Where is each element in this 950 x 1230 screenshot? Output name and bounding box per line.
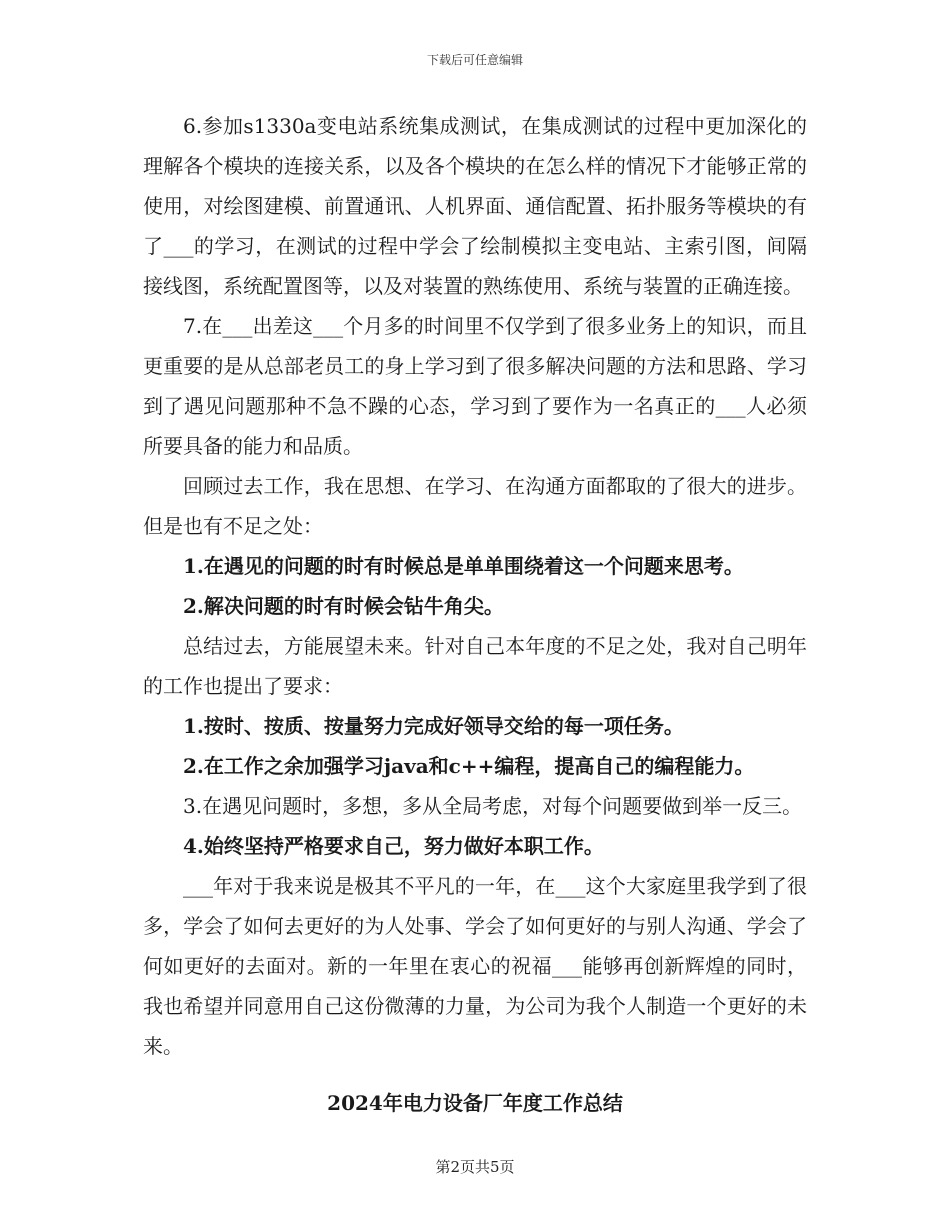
document-body: [143, 106, 807, 1066]
shortcoming-1: 1.在遇见的问题的时有时候总是单单围绕着这一个问题来思考。: [183, 554, 744, 578]
paragraph-outlook: 总结过去，方能展望未来。针对自己本年度的不足之处，我对自己明年的工作也提出了要求：: [143, 634, 807, 698]
requirement-1: 1.按时、按质、按量努力完成好领导交给的每一项任务。: [183, 714, 684, 738]
next-document-title: 2024年电力设备厂年度工作总结: [327, 1091, 623, 1115]
requirement-2: 2.在工作之余加强学习java和c++编程，提高自己的编程能力。: [183, 754, 755, 778]
paragraph-item-6: 6.参加s1330a变电站系统集成测试，在集成测试的过程中更加深化的理解各个模块的连接关系，以及各个模块的在怎么样的情况下才能够正常的使用，对绘图建模、前置通讯、人机界面、通信配置、拓扑服务等模块的有了___的学习，在测试的过程中学会了绘制模拟主变电站、主索引图，间隔接线图，系统配置图等，以及对装置的熟练使用、系统与装置的正确连接。: [143, 114, 807, 298]
page-header: 下载后可任意编辑: [426, 53, 523, 67]
paragraph-item-7: 7.在___出差这___个月多的时间里不仅学到了很多业务上的知识，而且更重要的是从总部老员工的身上学习到了很多解决问题的方法和思路、学习到了遇见问题那种不急不躁的心态，学习到了要作为一名真正的___人必须所要具备的能力和品质。: [143, 314, 807, 458]
requirement-3: 3.在遇见问题时，多想，多从全局考虑，对每个问题要做到举一反三。: [183, 794, 803, 818]
page-footer: 第2页共5页: [435, 1158, 515, 1176]
paragraph-review: 回顾过去工作，我在思想、在学习、在沟通方面都取的了很大的进步。但是也有不足之处：: [143, 474, 807, 538]
shortcoming-2: 2.解决问题的时有时候会钻牛角尖。: [183, 594, 504, 618]
paragraph-closing: ___年对于我来说是极其不平凡的一年，在___这个大家庭里我学到了很多，学会了如何去更好的为人处事、学会了如何更好的与别人沟通、学会了何如更好的去面对。新的一年里在衷心的祝福___能够再创新辉煌的同时，我也希望并同意用自己这份微薄的力量，为公司为我个人制造一个更好的未来。: [143, 874, 807, 1058]
requirement-4: 4.始终坚持严格要求自己，努力做好本职工作。: [183, 834, 604, 858]
